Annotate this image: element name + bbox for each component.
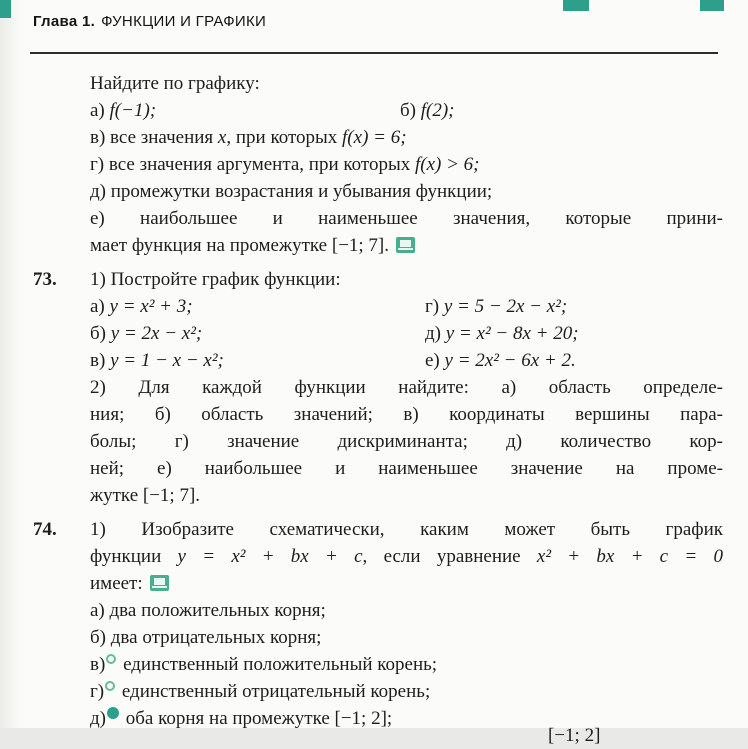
math-expression: y = x² + bx + c [177,546,363,567]
text-segment: оба корня на промежутке [−1; 2]; [121,708,393,729]
chapter-label: Глава 1. [33,13,96,30]
task-intro [90,70,723,259]
math-expression: y = 2x² − 6x + 2. [444,350,576,371]
text-segment: Найдите по графику: [90,73,260,94]
text-segment: г) [425,296,444,317]
math-expression: y = 2x − x²; [110,323,203,344]
subtask-2-line [90,401,723,428]
open-circle-icon [106,654,116,664]
page-edge-shading [0,0,20,728]
math-expression: x [217,127,227,148]
header-divider [30,52,718,54]
computer-icon [150,575,169,591]
text-segment: болы; г) значение дискриминанта; д) количество кор- [90,431,723,452]
text-segment: в) [90,350,111,371]
formula-item-a [90,293,425,320]
text-segment: , если уравнение [362,546,537,567]
text-segment: б) [400,100,421,121]
text-segment: а) [90,100,110,121]
math-expression: y = 5 − 2x − x²; [443,296,568,317]
formula-item-b [90,320,425,347]
task-item-a [90,597,723,624]
computer-icon [396,237,415,253]
text-segment: б) [90,323,111,344]
task-item-v [90,651,723,678]
text-segment: б) два отрицательных корня; [90,627,322,648]
text-segment: е) [425,350,445,371]
text-segment: г) все значения аргумента, при которых [90,154,415,175]
text-segment: ней; е) наибольшее и наименьшее значение на проме- [90,458,723,479]
text-segment: имеет: [90,573,143,594]
formula-row [90,320,723,347]
text-segment: а) [90,296,110,317]
text-segment: , при которых [226,127,343,148]
math-expression: y = 1 − x − x²; [110,350,224,371]
text-segment: а) два положительных корня; [90,600,326,621]
task-item-v [90,124,723,151]
task-item-e [90,205,723,232]
decor-square [0,0,11,18]
clipped-next-line: [−1; 2] [548,725,601,746]
page-body [33,70,723,739]
text-segment: д) [425,323,446,344]
filled-circle-icon [107,707,119,719]
math-expression: f(x) > 6; [414,154,480,175]
math-expression: x² + bx + c = 0 [536,546,723,567]
task-item-b [400,97,455,124]
task-item-d [90,705,723,732]
task-line-text [90,235,389,256]
math-expression: f(−1); [109,100,157,121]
text-segment: в) все значения [90,127,218,148]
subtask-2-line [90,374,723,401]
task-item-d [90,178,723,205]
text-segment: ния; б) область значений; в) координаты вершины пара- [90,404,723,425]
text-segment: единственный отрицательный корень; [117,681,431,702]
chapter-header [33,13,266,30]
text-segment: е) наибольшее и наименьшее значения, которые прини- [90,208,723,229]
problem-73 [33,266,723,509]
problem-74-body [90,516,723,732]
subtask-1-line [90,516,723,543]
text-segment: 2) Для каждой функции найдите: а) область определе- [90,377,723,398]
task-item-e-continued [90,232,723,259]
task-line-text [90,573,143,594]
problem-number: 73. [33,269,57,290]
text-segment: г) [90,681,105,702]
text-segment: мает функция на промежутке [−1; 7]. [90,235,390,256]
decor-square [563,0,589,11]
formula-item-e [425,347,576,374]
task-item-g [90,678,723,705]
task-title-line [90,70,723,97]
text-segment: 1) Изобразите схематически, каким может быть график [90,519,723,540]
task-item-b [90,624,723,651]
formula-item-v [90,347,425,374]
math-expression: y = x² + 3; [109,296,193,317]
math-expression: y = x² − 8x + 20; [445,323,579,344]
math-expression: f(2); [420,100,455,121]
formula-row [90,347,723,374]
formula-item-g [425,293,567,320]
text-segment: жутке [−1; 7]. [90,485,201,506]
task-item-a [90,97,400,124]
open-circle-icon [105,681,115,691]
task-line-ab [90,97,723,124]
text-segment: в) [90,654,106,675]
decor-square [700,0,724,11]
problem-number: 74. [33,519,57,540]
chapter-title: ФУНКЦИИ И ГРАФИКИ [101,13,267,30]
subtask-2-line [90,455,723,482]
subtask-1-line [90,543,723,570]
problem-73-body [90,266,723,509]
text-segment: функции [90,546,178,567]
text-segment: д) промежутки возрастания и убывания функции; [90,181,493,202]
subtask-2-line [90,428,723,455]
problem-74 [33,516,723,732]
task-item-g [90,151,723,178]
subtask-1-title [90,266,723,293]
subtask-2-line [90,482,723,509]
math-expression: f(x) = 6; [342,127,407,148]
formula-row [90,293,723,320]
subtask-1-line [90,570,723,597]
text-segment: д) [90,708,106,729]
text-segment: 1) Постройте график функции: [90,269,341,290]
text-segment: единственный положительный корень; [118,654,438,675]
formula-item-d [425,320,579,347]
